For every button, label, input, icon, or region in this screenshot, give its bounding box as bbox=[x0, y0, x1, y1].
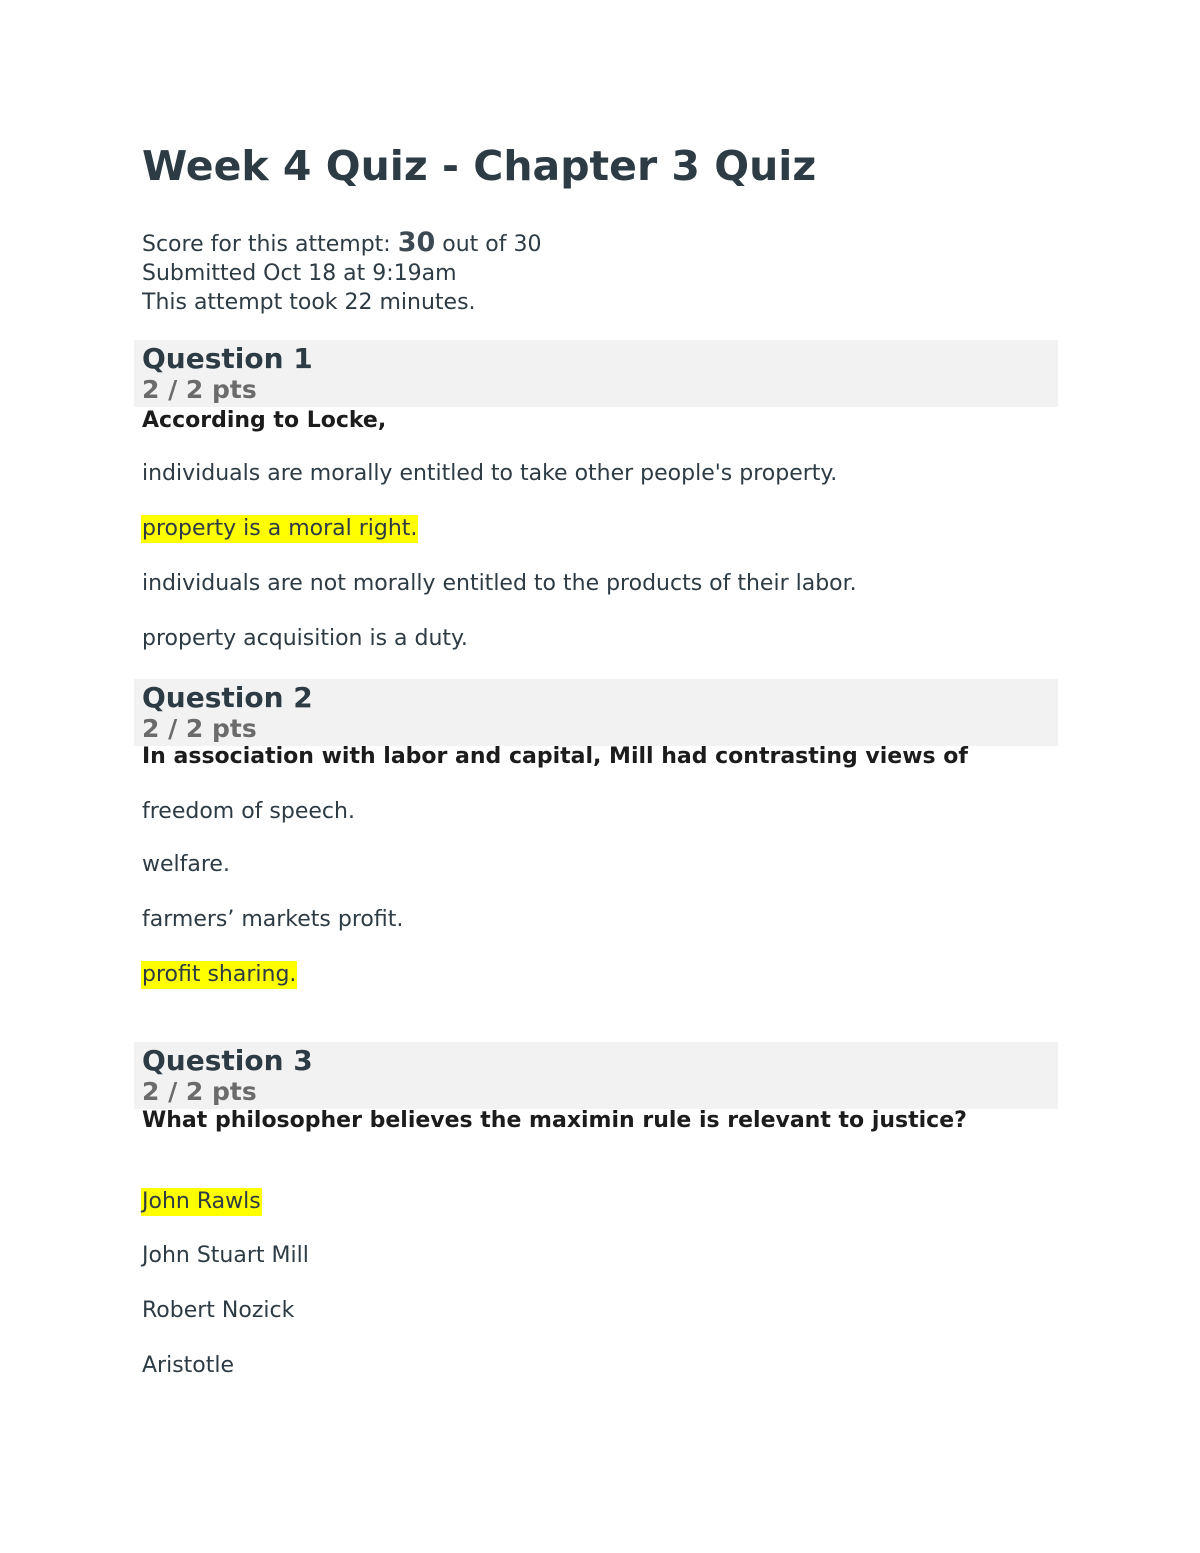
score-label: Score for this attempt: bbox=[142, 232, 391, 257]
question-2-header bbox=[134, 679, 1058, 746]
question-1-answer-2-correct: property is a moral right. bbox=[142, 516, 418, 541]
question-1-text: According to Locke, bbox=[142, 408, 387, 433]
score-value: 30 bbox=[397, 227, 436, 258]
question-1-title: Question 1 bbox=[142, 342, 313, 375]
question-2-points: 2 / 2 pts bbox=[142, 714, 257, 743]
question-1-answer-1: individuals are morally entitled to take other people's property. bbox=[142, 461, 838, 486]
question-1-answer-3: individuals are not morally entitled to the products of their labor. bbox=[142, 571, 857, 596]
question-3-title: Question 3 bbox=[142, 1044, 313, 1077]
attempt-duration: This attempt took 22 minutes. bbox=[142, 290, 476, 315]
score-suffix: out of 30 bbox=[442, 232, 542, 257]
attempt-summary bbox=[142, 228, 542, 317]
question-3-text: What philosopher believes the maximin rule is relevant to justice? bbox=[142, 1108, 967, 1133]
question-1-points: 2 / 2 pts bbox=[142, 375, 257, 404]
question-3-answer-3: Robert Nozick bbox=[142, 1298, 295, 1323]
score-line bbox=[142, 228, 542, 259]
question-2-title: Question 2 bbox=[142, 681, 313, 714]
question-2-answer-2: welfare. bbox=[142, 852, 230, 877]
question-2-text: In association with labor and capital, Mill had contrasting views of bbox=[142, 744, 968, 769]
question-2-answer-1: freedom of speech. bbox=[142, 799, 355, 824]
question-1-answer-4: property acquisition is a duty. bbox=[142, 626, 468, 651]
question-3-header bbox=[134, 1042, 1058, 1109]
question-3-points: 2 / 2 pts bbox=[142, 1077, 257, 1106]
question-1-header bbox=[134, 340, 1058, 407]
page-title: Week 4 Quiz - Chapter 3 Quiz bbox=[142, 142, 817, 190]
submitted-time: Submitted Oct 18 at 9:19am bbox=[142, 261, 457, 286]
question-3-answer-1-correct: John Rawls bbox=[142, 1189, 261, 1214]
question-3-answer-4: Aristotle bbox=[142, 1353, 235, 1378]
question-2-answer-3: farmers’ markets profit. bbox=[142, 907, 404, 932]
question-3-answer-2: John Stuart Mill bbox=[142, 1243, 309, 1268]
question-2-answer-4-correct: profit sharing. bbox=[142, 962, 297, 987]
